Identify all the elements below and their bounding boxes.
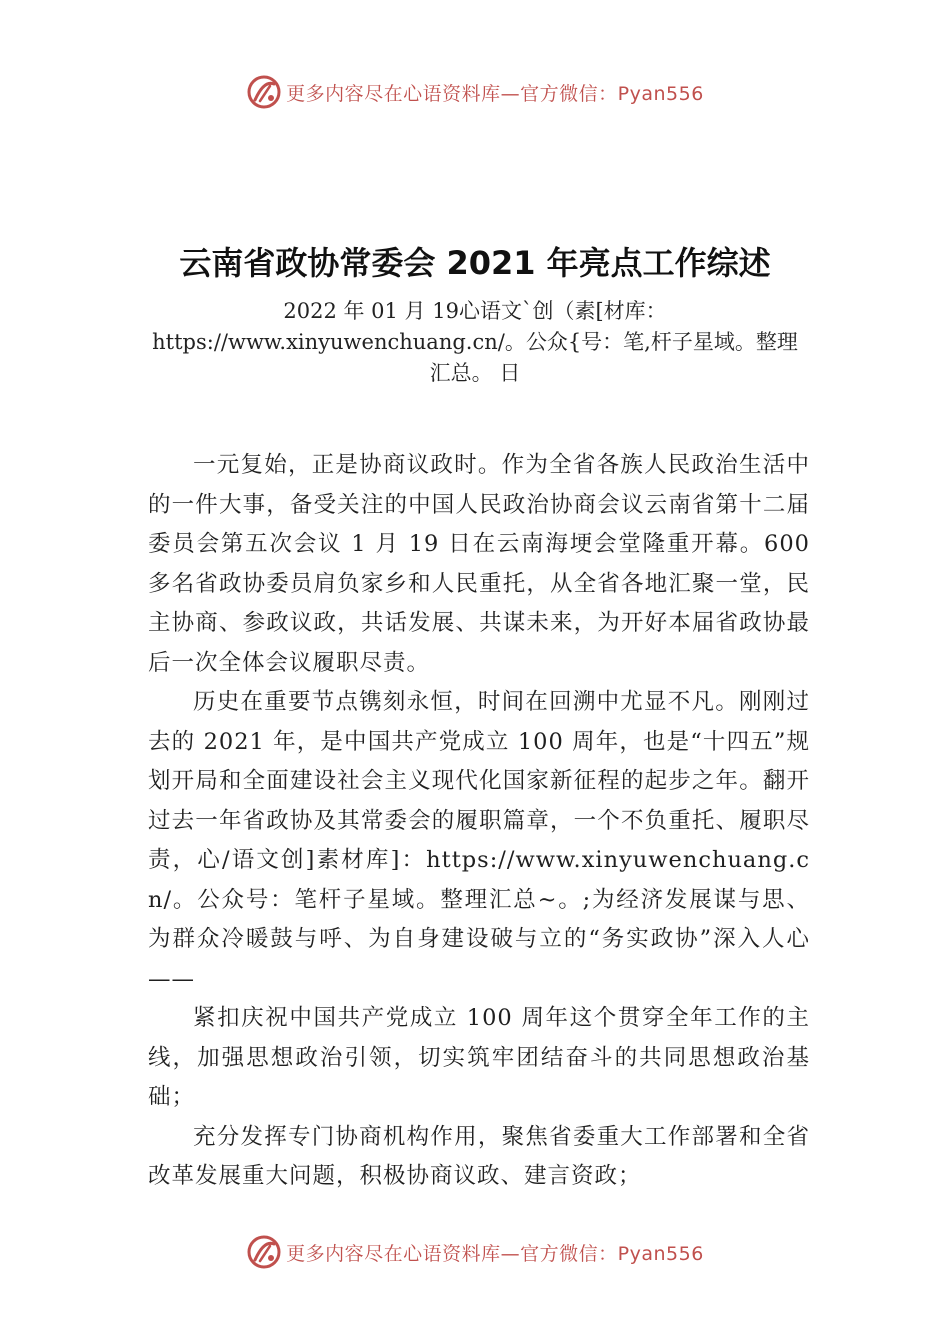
brand-logo-icon <box>246 1234 282 1270</box>
document-meta: 2022 年 01 月 19心语文`创（素[材库：https://www.xinyuwenchuang.cn/。公众{号：笔,杆子星域。整理汇总。 日 <box>152 299 798 385</box>
paragraph: 一元复始，正是协商议政时。作为全省各族人民政治生活中的一件大事，备受关注的中国人民政治协商会议云南省第十二届委员会第五次会议 1 月 19 日在云南海埂会堂隆重开幕。600 多名省政协委员肩负家乡和人民重托，从全省各地汇聚一堂，民主协商、参政议政，共话发展、共谋未来，为开好本届省政协最后一次全体会议履职尽责。 <box>148 452 810 676</box>
document-title: 云南省政协常委会 2021 年亮点工作综述 <box>179 244 771 282</box>
paragraph: 历史在重要节点镌刻永恒，时间在回溯中尤显不凡。刚刚过去的 2021 年，是中国共产党成立 100 周年，也是“十四五”规划开局和全面建设社会主义现代化国家新征程的起步之年。翻开过去一年省政协及其常委会的履职篇章，一个不负重托、履职尽责，心/语文创]素材库]：https://www.xinyuwenchuang.cn/。公众号：笔杆子星域。整理汇总~。;为经济发展谋与思、为群众冷暖鼓与呼、为自身建设破与立的“务实政协”深入人心—— <box>148 689 810 992</box>
header-banner <box>0 70 950 114</box>
footer-banner <box>0 1230 950 1274</box>
paragraph: 充分发挥专门协商机构作用，聚焦省委重大工作部署和全省改革发展重大问题，积极协商议政、建言资政； <box>148 1123 810 1189</box>
brand-logo-icon <box>246 74 282 110</box>
paragraph: 紧扣庆祝中国共产党成立 100 周年这个贯穿全年工作的主线，加强思想政治引领，切实筑牢团结奋斗的共同思想政治基础； <box>148 1005 810 1110</box>
banner-text: 更多内容尽在心语资料库—官方微信：Pyan556 <box>286 82 704 105</box>
document-body <box>148 446 810 1197</box>
banner-text: 更多内容尽在心语资料库—官方微信：Pyan556 <box>286 1242 704 1265</box>
